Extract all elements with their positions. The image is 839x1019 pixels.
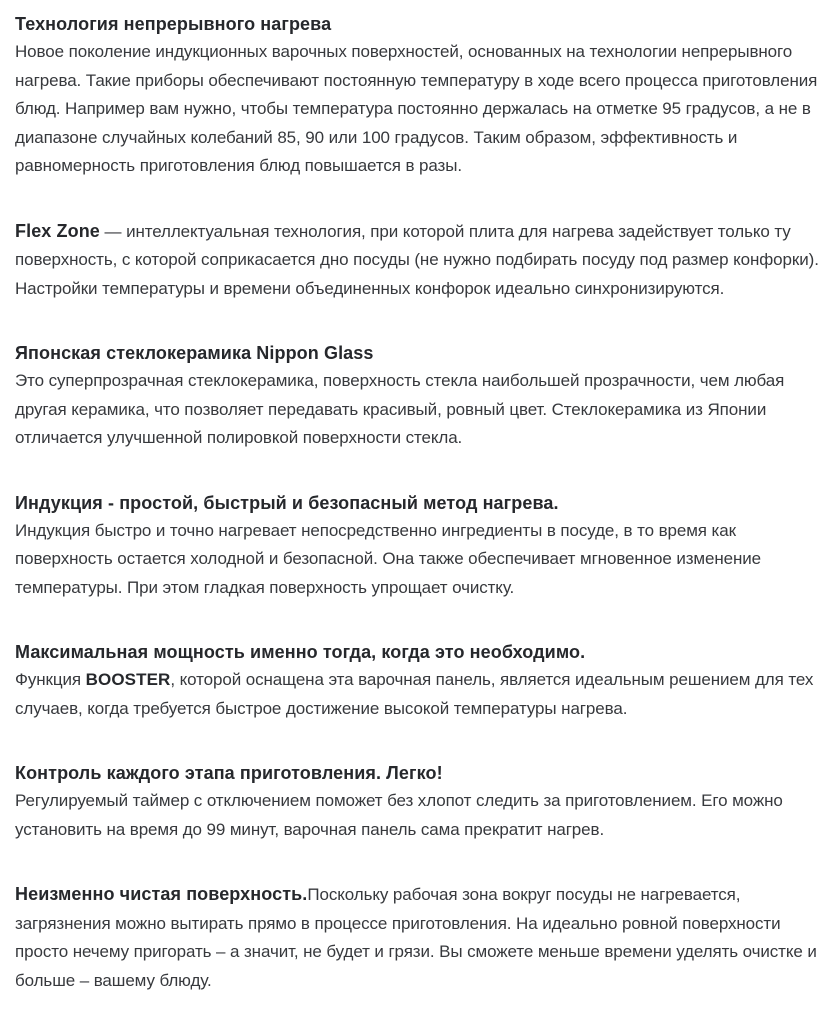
section-induction [15, 489, 821, 603]
paragraph-text: — интеллектуальная технология, при которой плита для нагрева задействует только ту поверхность, с которой соприкасается дно посуды (не нужно подбирать посуду под размер конфорки). Настройки температуры и времени объединенных конфорок идеально синхронизируются. [15, 221, 819, 298]
section-heading: Индукция - простой, быстрый и безопасный метод нагрева. [15, 492, 559, 513]
section-heading: Японская стеклокерамика Nippon Glass [15, 343, 374, 363]
section-booster [15, 638, 821, 723]
paragraph-text: , которой оснащена эта варочная панель, является идеальным решением для тех случаев, когда требуется быстрое достижение высокой температуры нагрева. [15, 670, 814, 718]
section-paragraph [15, 217, 821, 304]
paragraph-text: Поскольку рабочая зона вокруг посуды не нагревается, загрязнения можно вытирать прямо в процессе приготовления. На идеально ровной поверхности просто нечему пригорать – а значит, не будет и грязи. Вы сможете меньше времени уделять очистке и больше – вашему блюду. [15, 885, 817, 990]
paragraph-text: Функция [15, 670, 86, 689]
section-paragraph: Индукция быстро и точно нагревает непосредственно ингредиенты в посуде, в то время как поверхность остается холодной и безопасной. Она также обеспечивает мгновенное изменение температуры. При этом гладкая поверхность упрощает очистку. [15, 520, 762, 597]
section-flex-zone [15, 217, 821, 304]
section-paragraph: Новое поколение индукционных варочных поверхностей, основанных на технологии непрерывного нагрева. Такие приборы обеспечивают постоянную температуру в ходе всего процесса приготовления блюд. Например вам нужно, чтобы температура постоянно держалась на отметке 95 градусов, а не в диапазоне случайных колебаний 85, 90 или 100 градусов. Таким образом, эффективность и равномерность приготовления блюд повышается в разы. [15, 42, 818, 175]
section-continuous-heating [15, 10, 821, 181]
section-heading: Максимальная мощность именно тогда, когда это необходимо. [15, 642, 586, 662]
section-heading: Технология непрерывного нагрева [15, 14, 332, 34]
section-paragraph [15, 880, 821, 995]
section-clean-surface [15, 880, 821, 995]
section-paragraph: Регулируемый таймер с отключением поможет без хлопот следить за приготовлением. Его можно установить на время до 99 минут, варочная панель сама прекратит нагрев. [15, 791, 783, 839]
section-paragraph [15, 666, 821, 723]
inline-bold-lead: Неизменно чистая поверхность. [15, 884, 308, 904]
inline-bold-booster: BOOSTER [85, 670, 171, 689]
section-nippon-glass [15, 339, 821, 453]
section-timer [15, 759, 821, 844]
inline-bold-lead: Flex Zone [15, 220, 100, 241]
section-paragraph: Это суперпрозрачная стеклокерамика, поверхность стекла наибольшей прозрачности, чем любая другая керамика, что позволяет передавать красивый, ровный цвет. Стеклокерамика из Японии отличается улучшенной полировкой поверхности стекла. [15, 371, 785, 447]
section-heading: Контроль каждого этапа приготовления. Легко! [15, 763, 443, 783]
